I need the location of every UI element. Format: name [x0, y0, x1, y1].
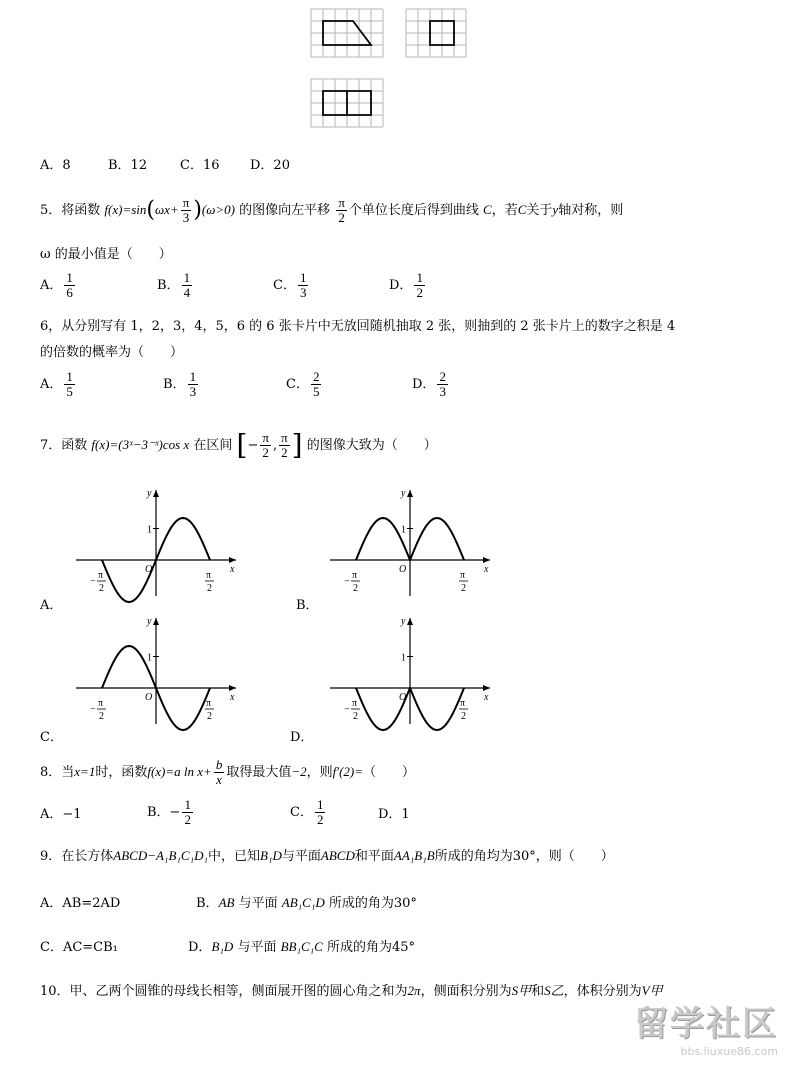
- tick-label-pi-left: π: [98, 698, 104, 709]
- origin-label: O: [399, 692, 407, 703]
- tick-label-one: 1: [147, 652, 152, 664]
- q6-option-a: A． $\frac{1}{5}$: [40, 369, 73, 399]
- x-axis-label: x: [230, 692, 235, 703]
- tick-label-two-right: 2: [207, 711, 212, 722]
- q7-graph-c[interactable]: [66, 612, 246, 732]
- origin-label: O: [399, 564, 407, 575]
- y-axis-label: y: [147, 616, 152, 627]
- q6-option-d: D． $\frac{2}{3}$: [412, 369, 446, 399]
- tick-label-one: 1: [147, 524, 152, 536]
- x-axis-arrow: [483, 557, 490, 563]
- q8-option-c: C． $\frac{1}{2}$: [290, 797, 324, 827]
- q4-option-b: B．12: [108, 158, 148, 173]
- tick-label-pi-left: π: [352, 698, 358, 709]
- x-axis-arrow: [229, 685, 236, 691]
- q10-stem: 10．甲、乙两个圆锥的母线长相等，侧面展开图的圆心角之和为2π，侧面积分别为S甲和S乙，体积分别为V甲: [40, 983, 663, 999]
- q8-stem: 8．当x=1时，函数f(x)=a ln x+ $\frac{b}{x}$ 取得最大值−2，则f′(2)=（ ）: [40, 757, 416, 787]
- three-view-figure: [305, 5, 475, 130]
- q7-graph-b[interactable]: [320, 484, 500, 604]
- tick-label-two-left: 2: [353, 583, 358, 594]
- y-axis-arrow: [153, 490, 159, 497]
- q5-stem: 5．将函数 f(x)=sin(ωx+ $\frac{\pi}{3}$ )(ω>0) 的图像向左平移 $\frac{\pi}{2}$ 个单位长度后得到曲线 C，若C关于y轴对称，则: [40, 195, 624, 225]
- watermark: 留学社区 bbs.liuxue86.com: [634, 1004, 778, 1058]
- y-axis-label: y: [401, 616, 406, 627]
- x-axis-label: x: [484, 692, 489, 703]
- q8-option-a: A．−1: [40, 807, 82, 822]
- tick-label-pi-right: π: [460, 698, 466, 709]
- tick-label-pi-left: π: [98, 570, 104, 581]
- tick-label-two-left: 2: [99, 583, 104, 594]
- q7-graph-a[interactable]: [66, 484, 246, 604]
- y-axis-arrow: [407, 618, 413, 625]
- q4-option-c: C．16: [180, 158, 220, 173]
- q7-option-b-label[interactable]: B．: [296, 598, 319, 613]
- q9-option-b: B．AB 与平面 AB₁C₁D 所成的角为30°: [196, 895, 417, 911]
- y-axis-arrow: [153, 618, 159, 625]
- tick-label-pi-right: π: [206, 698, 212, 709]
- x-axis-label: x: [230, 564, 235, 575]
- q5-option-b: B． $\frac{1}{4}$: [157, 270, 191, 300]
- tick-label-one: 1: [401, 652, 406, 664]
- x-axis-label: x: [484, 564, 489, 575]
- tick-label-minus: −: [90, 704, 96, 715]
- origin-label: O: [145, 564, 153, 575]
- q4-option-d: D．20: [250, 158, 290, 173]
- x-axis-arrow: [229, 557, 236, 563]
- q8-option-d: D．1: [378, 807, 410, 822]
- q6-option-b: B． $\frac{1}{3}$: [163, 369, 197, 399]
- q6-option-c: C． $\frac{2}{5}$: [286, 369, 320, 399]
- q6-stem: 6，从分别写有 1，2，3，4，5，6 的 6 张卡片中无放回随机抽取 2 张，则抽到的 2 张卡片上的数字之积是 4: [40, 319, 676, 334]
- tick-label-minus: −: [344, 704, 350, 715]
- q5-option-c: C． $\frac{1}{3}$: [273, 270, 307, 300]
- y-axis-arrow: [407, 490, 413, 497]
- y-axis-label: y: [401, 488, 406, 499]
- q7-stem: 7．函数 f(x)=(3ˣ−3⁻ˣ)cos x 在区间 [− $\frac{\pi}{2}$ , $\frac{\pi}{2}$ ] 的图像大致为（ ）: [40, 428, 437, 462]
- q5-option-d: D． $\frac{1}{2}$: [389, 270, 423, 300]
- y-axis-label: y: [147, 488, 152, 499]
- tick-label-one: 1: [401, 524, 406, 536]
- q7-graph-d[interactable]: [320, 612, 500, 732]
- q7-option-d-label[interactable]: D．: [290, 730, 314, 745]
- q7-option-a-label[interactable]: A．: [40, 598, 63, 613]
- q9-option-a: A．AB=2AD: [40, 896, 121, 911]
- q9-stem: 9．在长方体ABCD−A₁B₁C₁D₁中，已知B₁D与平面ABCD和平面AA₁B₁B所成的角均为30°，则（ ）: [40, 848, 614, 864]
- tick-label-pi-left: π: [352, 570, 358, 581]
- x-axis-arrow: [483, 685, 490, 691]
- q7-option-c-label[interactable]: C．: [40, 730, 63, 745]
- q5-option-a: A． $\frac{1}{6}$: [40, 270, 73, 300]
- q9-option-c: C．AC=CB₁: [40, 940, 118, 955]
- tick-label-pi-right: π: [206, 570, 212, 581]
- q8-option-b: B．− $\frac{1}{2}$: [147, 797, 191, 827]
- origin-label: O: [145, 692, 153, 703]
- tick-label-two-right: 2: [461, 711, 466, 722]
- q9-option-d: D．B₁D 与平面 BB₁C₁C 所成的角为45°: [188, 939, 416, 955]
- tick-label-minus: −: [344, 576, 350, 587]
- q5-stem-line2: ω 的最小值是（ ）: [40, 247, 172, 262]
- tick-label-two-left: 2: [353, 711, 358, 722]
- tick-label-minus: −: [90, 576, 96, 587]
- tick-label-two-right: 2: [461, 583, 466, 594]
- q4-option-a: A．8: [40, 158, 71, 173]
- q6-stem-line2: 的倍数的概率为（ ）: [40, 345, 184, 360]
- tick-label-pi-right: π: [460, 570, 466, 581]
- tick-label-two-right: 2: [207, 583, 212, 594]
- tick-label-two-left: 2: [99, 711, 104, 722]
